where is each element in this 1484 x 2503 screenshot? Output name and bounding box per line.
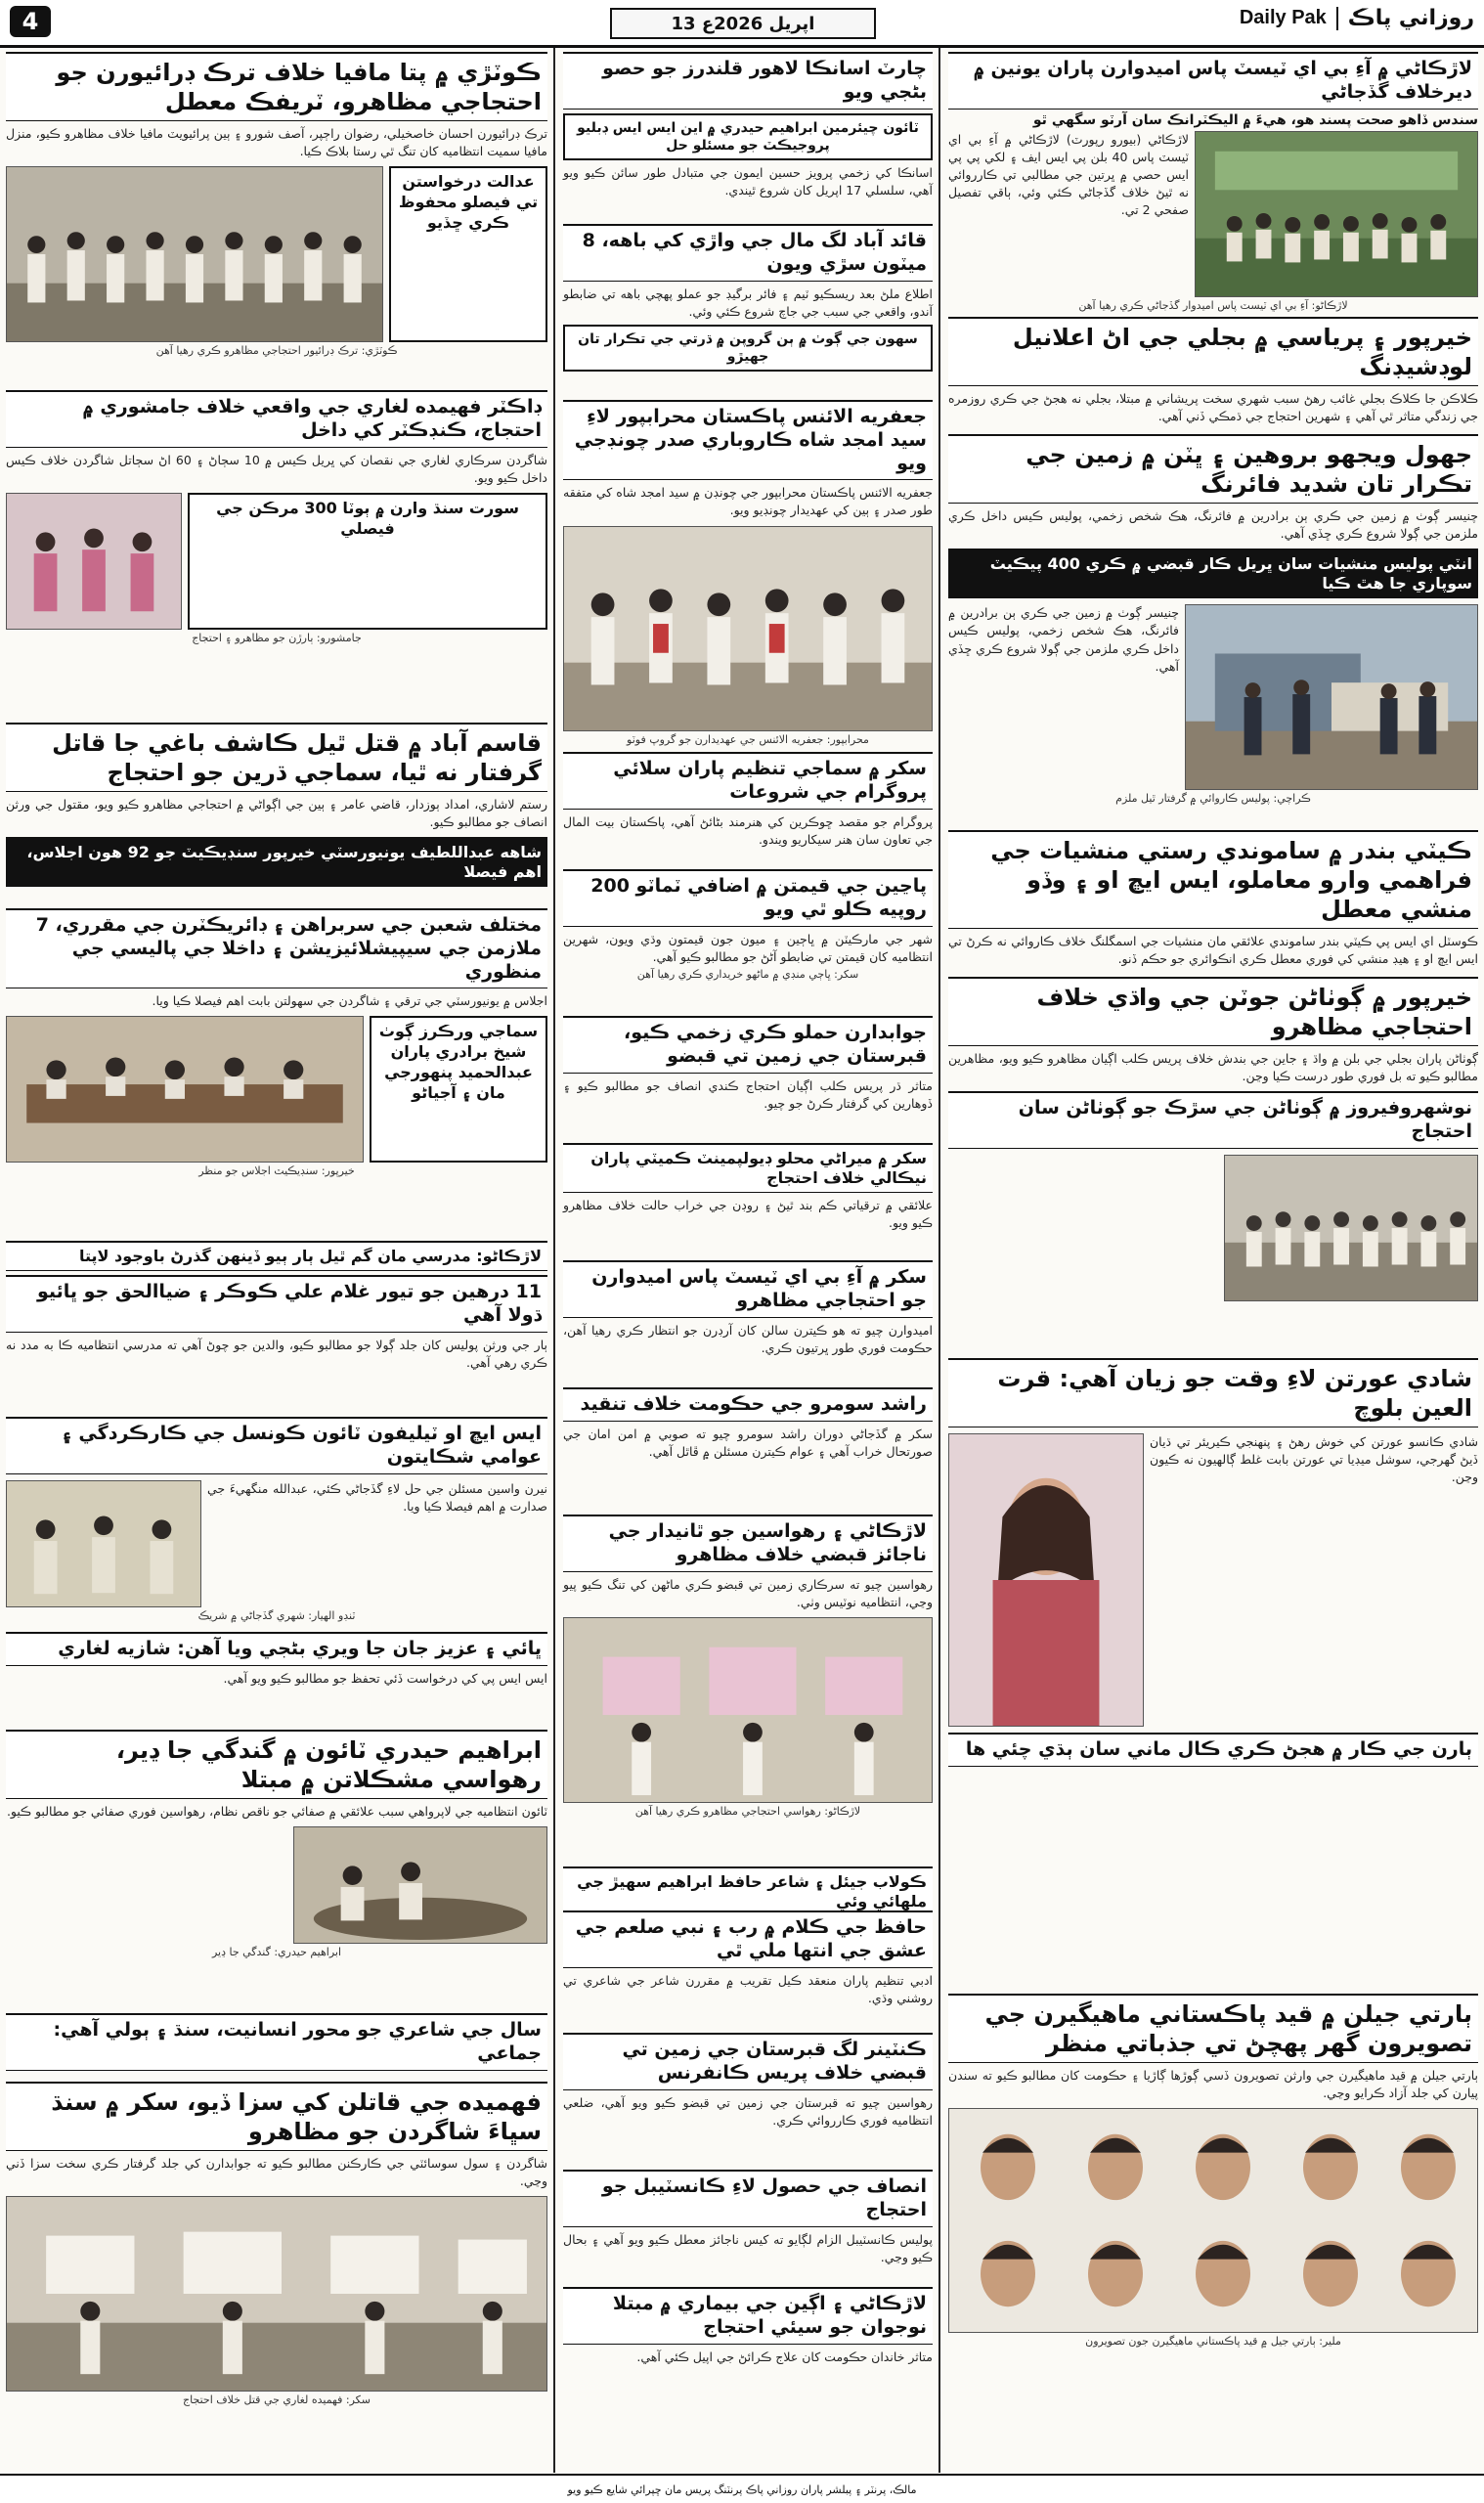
story-right-3	[948, 434, 1478, 805]
footer-imprint	[0, 2474, 1484, 2503]
headline: لاڙڪاڻي ۽ اڳين جي بيماري ۾ مبتلا نوجوان جو سيئي احتجاج	[563, 2287, 933, 2345]
photo-truckers-protest	[6, 166, 383, 342]
headline: جهول ويجهو بروهين ۽ ڀٽن ۾ زمين جي تڪرار تان شديد فائرنگ	[948, 434, 1478, 504]
story-body: اميدوارن چيو ته هو ڪيترن سالن کان آرڊرن جو انتظار ڪري رهيا آهن، حڪومت فوري طور ڀرتيون ڪري.	[563, 1322, 933, 1355]
column-middle	[557, 48, 940, 2473]
imprint-text: مالڪ، پرنٽر ۽ پبلشر پاران روزاني پاڪ پرنٽنگ پريس مان ڇپرائي شايع ڪيو ويو	[567, 2482, 917, 2496]
photo-garbage	[293, 1826, 547, 1944]
story-body: چنيسر ڳوٺ ۾ زمين جي ڪري ٻن برادرين ۾ فائرنگ، هڪ شخص زخمي، پوليس ڪيس داخل ڪري ملزمن جي ڳولا شروع ڪري ڇڏي آهي.	[948, 508, 1478, 542]
masthead	[0, 0, 1484, 48]
headline: سکر ۾ سماجي تنظيم پاران سلائي پروگرام جي شروعات	[563, 752, 933, 810]
headline: قاسم آباد ۾ قتل ٿيل ڪاشف باغي جا قاتل گرفتار نه ٿيا، سماجي ڌرين جو احتجاج	[6, 723, 547, 792]
sub-headline: 11 درهين جو تيور غلام علي ڪوڪر ۽ ضياالحق جو ڀائيو ڌولا آهي	[6, 1275, 547, 1333]
brand	[1240, 6, 1474, 30]
story-body: شهر جي مارڪيٽن ۾ ڀاڄين ۽ ميون جون قيمتون وڌي ويون، شهرين انتظاميه کان قيمتن تي ضابطو آڻڻ جو مطالبو ڪيو آهي.	[563, 931, 933, 964]
story-body: ٽائون انتظاميه جي لاپرواهي سبب علائقي ۾ صفائي جو ناقص نظام، رهواسين فوري صفائي جو مطالبو ڪيو.	[6, 1804, 547, 1819]
headline: خيرپور ۾ ڳوٺاڻن جوٽن جي واڌي خلاف احتجاجي مظاهرو	[948, 977, 1478, 1046]
story-body: ڳوٺاڻن پاران بجلي جي بلن ۾ واڌ ۽ جاين جي بندش خلاف پريس ڪلب اڳيان مظاهرو ڪيو ويو، مظاهرين مطالبو ڪيو ته بل فوري طور درست ڪيا وڃن.	[948, 1051, 1478, 1084]
content-grid	[0, 48, 1484, 2473]
story-body: ايس ايس پي کي درخواست ڏئي تحفظ جو مطالبو ڪيو ويو آهي.	[223, 1670, 547, 1686]
story-left-5	[6, 1241, 547, 1372]
issue-date: 13 اپريل 2026ع	[610, 8, 876, 39]
story-body: متاثر ڌر پريس ڪلب اڳيان احتجاج ڪندي انصاف جو مطالبو ڪيو ۽ ڏوهارين کي گرفتار ڪرڻ جو چيو.	[563, 1077, 933, 1111]
story-mid-9	[563, 1387, 933, 1461]
story-mid-2	[563, 224, 933, 372]
story-body: ادبي تنظيم پاران منعقد ڪيل تقريب ۾ مقررن شاعر جي شاعري تي روشني وڌي.	[563, 1972, 933, 2005]
headline: پاڃين جي قيمتن ۾ اضافي ٽماٽو 200 روپيه ڪلو ٿي ويو	[563, 869, 933, 927]
page-number: 4	[10, 6, 51, 37]
story-body: شاگردن سرڪاري لغاري جي نقصان کي ڀريل ڪيس ۾ 10 سڄاڻ ۽ 60 اڻ سڄاتل شاگردن خلاف ڪيس داخل ڪيو ويو.	[6, 452, 547, 485]
story-mid-3	[563, 400, 933, 746]
story-left-1	[6, 52, 547, 357]
photo-caption: ملير: ٻارتي جيل ۾ قيد پاڪستاني ماهيگيرن جون تصويرون	[1085, 2335, 1341, 2349]
photo-meeting	[1195, 131, 1478, 297]
headline: ابراهيم حيدري ٽائون ۾ گندگي جا ڍير، رهواسي مشڪلاتن ۾ مبتلا	[6, 1730, 547, 1799]
story-body: متاثر خاندان حڪومت کان علاج ڪرائڻ جي اپيل ڪئي آهي.	[636, 2349, 933, 2364]
story-right-1	[948, 52, 1478, 312]
story-body: رستم لاشاري، امداد ٻوزدار، قاضي عامر ۽ ٻين جي اڳواڻي ۾ احتجاجي مظاهرو ڪيو ويو، مقتول جي ورثن انصاف جو مطالبو ڪيو.	[6, 797, 547, 830]
headline: سال جي شاعري جو محور انسانيت، سنڌ ۽ ٻولي آهي: جماعي	[6, 2013, 547, 2071]
photo-fishermen	[948, 2108, 1478, 2333]
story-mid-6	[563, 1016, 933, 1113]
headline: ٻارتي جيلن ۾ قيد پاڪستاني ماهيگيرن جي تصويرون گهر پهچڻ تي جذباتي منظر	[948, 1994, 1478, 2063]
story-right-6	[948, 1358, 1478, 1767]
story-body: شاگردن ۽ سول سوسائٽي جي ڪارڪنن مطالبو ڪيو ته جوابدارن کي جلد گرفتار ڪري سخت سزا ڏني وڃي.	[6, 2156, 547, 2189]
headline: جعفريه الائنس پاڪستان محرابپور لاءِ سيد امجد شاه ڪاروباري صدر چونڊجي ويو	[563, 400, 933, 480]
story-right-5	[948, 977, 1478, 1301]
side-box: سهون جي ڳوٺ ۾ ٻن گروپن ۾ ڌرتي جي تڪرار تان جهيڙو	[563, 325, 933, 372]
story-right-4	[948, 830, 1478, 968]
headline: شادي عورتن لاءِ وقت جو زيان آهي: قرت العين بلوچ	[948, 1358, 1478, 1427]
story-mid-14	[563, 2170, 933, 2266]
story-body: سکر ۾ گڏجاڻي دوران راشد سومرو چيو ته صوبي ۾ امن امان جي صورتحال خراب آهي ۽ عوام ڪيترن مسئلن ۾ ڦاٿل آهي.	[563, 1426, 933, 1459]
headline: خيرپور ۽ پرياسي ۾ بجلي جي اڻ اعلانيل لوڊشيڊنگ	[948, 317, 1478, 386]
story-left-4	[6, 908, 547, 1177]
photo-children	[6, 493, 182, 630]
story-body: اسانڪا کي زخمي پرويز حسين ايمون جي متبادل طور سائن ڪيو ويو آهي، سلسلي 17 اپريل کان شروع ٿيندي.	[563, 164, 933, 198]
photo-caption: ٽنڊو الهيار: شهري گڏجاڻي ۾ شريڪ	[197, 1608, 356, 1622]
story-body: ٻار جي ورثن پوليس کان جلد ڳولا جو مطالبو ڪيو، والدين جو چوڻ آهي ته مدرسي انتظاميه ڪا به مدد نه ڪري رهي آهي.	[6, 1337, 547, 1370]
story-body: نيرن واسين مسئلن جي حل لاءِ گڏجاڻي ڪئي، عبدالله منگهيءَ جي صدارت ۾ اهم فيصلا ڪيا ويا.	[207, 1480, 547, 1514]
headline: حافظ جي ڪلام ۾ رب ۽ نبي صلعم جي عشق جي انتها ملي ٿي	[563, 1910, 933, 1968]
story-left-2	[6, 390, 547, 644]
story-body: علائقي ۾ ترقياتي ڪم بند ٿيڻ ۽ روڊن جي خراب حالت خلاف مظاهرو ڪيو ويو.	[563, 1198, 933, 1231]
story-mid-10	[563, 1515, 933, 1818]
headline: قائد آباد لگ مال جي واڙي کي باهه، 8 ميٽون سڙي ويون	[563, 224, 933, 282]
headline: سکر ۾ آءِ بي اي ٽيسٽ پاس اميدوارن جو احتجاجي مظاهرو	[563, 1260, 933, 1318]
photo-sukkur-protest	[6, 2196, 547, 2392]
story-left-9	[6, 2013, 547, 2071]
headline: ايس ايڇ او ٽيليفون ٽائون ڪونسل جي ڪارڪردگي ۽ عوامي شڪايتون	[6, 1417, 547, 1474]
story-left-8	[6, 1730, 547, 1958]
story-mid-7	[563, 1143, 933, 1232]
headline: ڪيٽي بندر ۾ ساموندي رستي منشيات جي فراهمي وارو معاملو، ايس ايڇ او ۽ وڏو منشي معطل	[948, 830, 1478, 929]
story-body: اطلاع ملڻ بعد ريسڪيو ٽيم ۽ فائر برگيڊ جو عملو پهچي باهه تي ضابطو آندو، واقعي جي سبب جي جاچ شروع ڪئي وئي.	[563, 285, 933, 319]
photo-police-seizure	[1185, 604, 1478, 790]
headline: لاڙڪاڻي ۾ آءِ بي اي ٽيسٽ پاس اميدوارن پاران يونين ۾ ديرخلاف گڏجاڻي	[948, 52, 1478, 110]
headline: لاڙڪاڻي ۽ رهواسين جو ٿانيدار جي ناجائز قبضي خلاف مظاهرو	[563, 1515, 933, 1572]
headline: مختلف شعبن جي سربراهن ۽ ڊائريڪٽرن جي مقرري، 7 ملازمن جي سيپيشلائيزيشن ۽ داخلا جي پاليسي جي منظوري	[6, 908, 547, 988]
story-right-2	[948, 317, 1478, 425]
headline: جوابدارن حملو ڪري زخمي ڪيو، قبرستان جي زمين تي قبضو	[563, 1016, 933, 1074]
story-left-10	[6, 2082, 547, 2406]
story-body: چنيسر ڳوٺ ۾ زمين جي ڪري ٻن برادرين ۾ فائرنگ، هڪ شخص زخمي، پوليس ڪيس داخل ڪري ملزمن جي ڳولا شروع ڪري ڇڏي آهي.	[948, 605, 1179, 674]
headline: سکر ۾ ميراڻي محلو ڊيولپمينٽ ڪميٽي پاران نيڪالي خلاف احتجاج	[563, 1143, 933, 1193]
story-body: اجلاس ۾ يونيورسٽي جي ترقي ۽ شاگردن جي سهولتن بابت اهم فيصلا ڪيا ويا.	[152, 993, 547, 1009]
story-mid-4	[563, 752, 933, 849]
side-box: ٽائون چيئرمين ابراهيم حيدري ۾ اين ايس ايس ڊبليو پروجيڪٽ جو مسئلو حل	[563, 113, 933, 160]
photo-protest-placards	[563, 1617, 933, 1803]
story-mid-13	[563, 2033, 933, 2130]
photo-syndicate-meeting	[6, 1016, 364, 1163]
kicker: سندس ڏاهو صحت پسند هو، هيءَ ۾ اليڪٽرانڪ سان آرٽو سگهي ٿو	[1032, 111, 1478, 128]
story-body: ترڪ ڊرائيورن احسان خاصخيلي، رضوان راڄپر، آصف شورو ۽ ٻين پرائيويٽ مافيا خلاف مظاهرو ڪيو، منزل مافيا سميت انتظاميه کان تنگ ٿي رستا بلاڪ ڪيا.	[6, 126, 547, 159]
brand-english: Daily Pak	[1239, 7, 1327, 28]
headline: راشد سومرو جي حڪومت خلاف تنقيد	[563, 1387, 933, 1422]
story-body: پروگرام جو مقصد ڇوڪرين کي هنرمند بڻائڻ آهي، پاڪستان بيت المال جي تعاون سان هنر سيکاريو ويندو.	[563, 813, 933, 847]
story-body: ڪوسٽل اي ايس پي ڪيٽي بندر ساموندي علائقي مان منشيات جي اسمگلنگ خلاف ڪاروائي نه ڪرڻ تي ايس ايڇ او ۽ هيڊ منشي کي فوري معطل ڪري انڪوائري جو حڪم ڏنو.	[948, 934, 1478, 967]
photo-portrait	[948, 1433, 1144, 1727]
column-right	[942, 48, 1484, 2473]
story-left-3	[6, 723, 547, 887]
headline: ڪوٽڙي ۾ پتا مافيا خلاف ترڪ ڊرائيورن جو احتجاجي مظاهرو، ٽريفڪ معطل	[6, 52, 547, 121]
headline: ڪولاب جيئل ۽ شاعر حافظ ابراهيم سهيڙ جي ملهائي وئي	[563, 1866, 933, 1916]
photo-citizens-meeting	[6, 1480, 201, 1607]
story-body: رهواسين چيو ته قبرستان جي زمين تي قبضو ڪيو ويو آهي، ضلعي انتظاميه فوري ڪارروائي ڪري.	[563, 2094, 933, 2128]
photo-protest	[1224, 1155, 1478, 1301]
story-mid-5	[563, 869, 933, 981]
headline: انصاف جي حصول لاءِ ڪانسٽيبل جو احتجاج	[563, 2170, 933, 2227]
story-body: لاڙڪاڻي (بيورو رپورٽ) لاڙڪاڻي ۾ آءِ بي اي ٽيسٽ پاس 40 بلن پي ايس ايف ۽ لکي پي پي ايس حصي ۾ ڀرتين جي مطالبي تي ڪارروائي نه ٿيڻ خلاف گڏجاڻي ڪئي وئي، ٻاقي تفصيل صفحي 2 تي.	[948, 131, 1189, 217]
photo-caption: لاڙڪاڻو: رهواسي احتجاجي مظاهرو ڪري رهيا آهن	[634, 1804, 861, 1818]
headline: ڊاڪٽر فهيمده لغاري جي واقعي خلاف جامشوري ۾ احتجاج، ڪنڊڪٽر کي داخل	[6, 390, 547, 448]
story-body: شادي ڪانسو عورتن کي خوش رهڻ ۽ پنهنجي ڪيريئر تي ڌيان ڏيڻ گهرجي، سوشل ميڊيا تي عورتن بابت غلط ڳالهيون نه ڪيون وڃن.	[1150, 1434, 1478, 1485]
photo-group	[563, 526, 933, 731]
column-left	[0, 48, 555, 2473]
side-box: سورت سنڌ وارن ۾ ٻوٽا 300 مرڪن جي فيصلي	[188, 493, 547, 630]
photo-caption: محرابپور: جعفريه الائنس جي عهديدارن جو گروپ فوٽو	[627, 732, 869, 746]
story-body: ٻارتي جيلن ۾ قيد ماهيگيرن جي وارثن تصويرون ڏسي ڳوڙها ڳاڙيا ۽ حڪومت کان مطالبو ڪيو ته سندن پيارن کي جلد آزاد ڪرايو وڃي.	[948, 2068, 1478, 2101]
sub-headline: نوشهروفيروز ۾ ڳوٺاڻن جي سڙڪ جو ڳوٺاڻن سان احتجاج	[948, 1091, 1478, 1149]
story-left-7	[6, 1632, 547, 1688]
photo-caption: ابراهيم حيدري: گندگي جا ڍير	[211, 1946, 342, 1959]
story-body-extra	[948, 604, 1179, 790]
headline: فهميده جي قاتلن کي سزا ڏيو، سکر ۾ سنڌ سڀاءَ شاگردن جو مظاهرو	[6, 2082, 547, 2151]
story-body: پوليس ڪانسٽيبل الزام لڳايو ته کيس ناجائز معطل ڪيو ويو آهي ۽ بحال ڪيو وڃي.	[563, 2231, 933, 2264]
photo-caption: جامشورو: ٻارڙن جو مظاهرو ۽ احتجاج	[192, 631, 362, 644]
story-right-7	[948, 1994, 1478, 2348]
photo-caption: سکر: ڀاڄي منڊي ۾ ماڻهو خريداري ڪري رهيا آهن	[636, 967, 859, 981]
brand-urdu: روزاني پاڪ	[1347, 6, 1474, 30]
headline: ڀائي ۽ عزيز جان جا ويري بڻجي ويا آهن: شازيه لغاري	[6, 1632, 547, 1666]
sub-headline: انٽي پوليس منشيات سان ڀريل ڪار قبضي ۾ ڪري 400 پيڪيٽ سوپاري جا هٿ ڪيا	[948, 549, 1478, 598]
story-body: جعفريه الائنس پاڪستان محرابپور جي چونڊن ۾ سيد امجد شاه کي متفقه طور صدر ۽ ٻين کي عهديدار چونڊيو ويو.	[563, 485, 933, 518]
headline: چارٽ اسانڪا لاهور قلندرز جو حصو بڻجي ويو	[563, 52, 933, 110]
sub-headline: ٻارن جي ڪار ۾ هجڻ ڪري ڪال ماني سان ٻڌي چئي ها	[948, 1733, 1478, 1767]
story-mid-12	[563, 1910, 933, 2007]
photo-caption: خيرپور: سنڊيڪيٽ اجلاس جو منظر	[198, 1164, 355, 1178]
story-mid-8	[563, 1260, 933, 1357]
brand-separator	[1336, 7, 1338, 30]
sub-headline: شاهه عبداللطيف يونيورسٽي خيرپور سنڊيڪيٽ جو 92 هون اجلاس، اهم فيصلا	[6, 837, 547, 887]
story-mid-1	[563, 52, 933, 199]
photo-caption: لاڙڪاڻو: آءِ بي اي ٽيسٽ پاس اميدوار گڏجاڻي ڪري رهيا آهن	[1078, 298, 1348, 312]
story-left-6	[6, 1417, 547, 1622]
side-box: سماجي ورڪرز ڳوٺ شيخ برادري پاران عبدالحميد پنهورجي مان ۽ آجياڻو	[370, 1016, 547, 1163]
photo-caption: ڪوٽڙي: ترڪ ڊرائيور احتجاجي مظاهرو ڪري رهيا آهن	[155, 344, 398, 358]
story-mid-15	[563, 2287, 933, 2366]
story-body: رهواسين چيو ته سرڪاري زمين تي قبضو ڪري ماڻهن کي تنگ ڪيو پيو وڃي، انتظاميه نوٽيس وٺي.	[563, 1576, 933, 1609]
headline: لاڙڪاڻو: مدرسي مان گم ٿيل ٻار ٻيو ڏينهن گذرڻ باوجود لاپتا	[6, 1241, 547, 1271]
photo-caption: ڪراچي: پوليس ڪاروائي ۾ گرفتار ٿيل ملزم	[1115, 792, 1311, 806]
story-mid-11	[563, 1866, 933, 1916]
side-box: عدالت درخواستن تي فيصلو محفوظ ڪري ڇڏيو	[389, 166, 547, 342]
headline: ڪنٽينر لگ قبرستان جي زمين تي قبضي خلاف پريس ڪانفرنس	[563, 2033, 933, 2090]
story-body: ڪلاڪن جا ڪلاڪ بجلي غائب رهڻ سبب شهري سخت پريشاني ۾ مبتلا، بجلي نه هجڻ جي ڪري روزمره جي زندگي متاثر ٿي آهي ۽ شهرين احتجاج جي ڌمڪي ڏني آهي.	[948, 391, 1478, 424]
photo-caption: سکر: فهميده لغاري جي قتل خلاف احتجاج	[183, 2393, 371, 2407]
